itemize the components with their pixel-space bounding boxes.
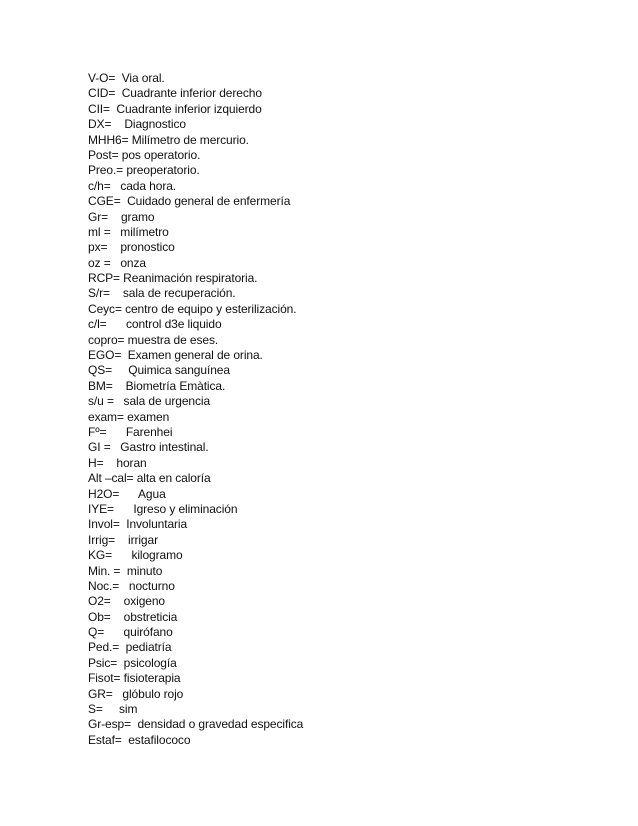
abbreviation-entry: ml = milímetro xyxy=(88,224,169,239)
abbreviation-entry: S= sim xyxy=(88,702,138,717)
abbreviation-entry: H= horan xyxy=(88,455,147,470)
abbreviation-entry: Ceyc= centro de equipo y esterilización. xyxy=(88,301,297,316)
abbreviation-entry: EGO= Examen general de orina. xyxy=(88,348,263,363)
abbreviation-entry: S/r= sala de recuperación. xyxy=(88,286,236,301)
abbreviation-entry: oz = onza xyxy=(88,255,146,270)
abbreviation-entry: GR= glóbulo rojo xyxy=(88,686,184,701)
abbreviation-entry: Noc.= nocturno xyxy=(88,578,175,593)
abbreviation-entry: Irrig= irrigar xyxy=(88,532,158,547)
abbreviation-entry: Ob= obstreticia xyxy=(88,609,178,624)
abbreviation-entry: BM= Biometría Emàtica. xyxy=(88,378,226,393)
abbreviation-entry: H2O= Agua xyxy=(88,486,166,501)
abbreviation-entry: c/l= control d3e liquido xyxy=(88,317,222,332)
abbreviation-entry: GI = Gastro intestinal. xyxy=(88,440,209,455)
abbreviation-entry: c/h= cada hora. xyxy=(88,178,177,193)
abbreviation-list xyxy=(88,71,303,748)
abbreviation-entry: Estaf= estafilococo xyxy=(88,732,191,747)
abbreviation-entry: IYE= Igreso y eliminación xyxy=(88,501,238,516)
abbreviation-entry: Fisot= fisioterapia xyxy=(88,671,181,686)
abbreviation-entry: CGE= Cuidado general de enfermería xyxy=(88,194,291,209)
abbreviation-entry: px= pronostico xyxy=(88,240,175,255)
abbreviation-entry: Alt –cal= alta en caloría xyxy=(88,471,211,486)
abbreviation-entry: CII= Cuadrante inferior izquierdo xyxy=(88,101,262,116)
abbreviation-entry: RCP= Reanimación respiratoria. xyxy=(88,271,258,286)
abbreviation-entry: copro= muestra de eses. xyxy=(88,332,219,347)
abbreviation-entry: Q= quirófano xyxy=(88,625,173,640)
abbreviation-entry: O2= oxigeno xyxy=(88,594,165,609)
abbreviation-entry: Post= pos operatorio. xyxy=(88,147,201,162)
abbreviation-entry: KG= kilogramo xyxy=(88,548,183,563)
abbreviation-entry: Psic= psicología xyxy=(88,655,177,670)
abbreviation-entry: Fº= Farenhei xyxy=(88,424,173,439)
abbreviation-entry: Min. = minuto xyxy=(88,563,163,578)
abbreviation-entry: MHH6= Milímetro de mercurio. xyxy=(88,132,249,147)
abbreviation-entry: Ped.= pediatría xyxy=(88,640,172,655)
abbreviation-entry: V-O= Via oral. xyxy=(88,71,165,85)
abbreviation-entry: exam= examen xyxy=(88,409,170,424)
abbreviation-entry: s/u = sala de urgencia xyxy=(88,394,211,409)
abbreviation-entry: Gr-esp= densidad o gravedad especifica xyxy=(88,717,304,732)
abbreviation-entry: Invol= Involuntaria xyxy=(88,517,188,532)
abbreviation-entry: QS= Quimica sanguínea xyxy=(88,363,230,378)
abbreviation-entry: CID= Cuadrante inferior derecho xyxy=(88,86,262,101)
abbreviation-entry: Preo.= preoperatorio. xyxy=(88,163,200,178)
abbreviation-entry: Gr= gramo xyxy=(88,209,155,224)
abbreviation-entry: DX= Diagnostico xyxy=(88,117,186,132)
